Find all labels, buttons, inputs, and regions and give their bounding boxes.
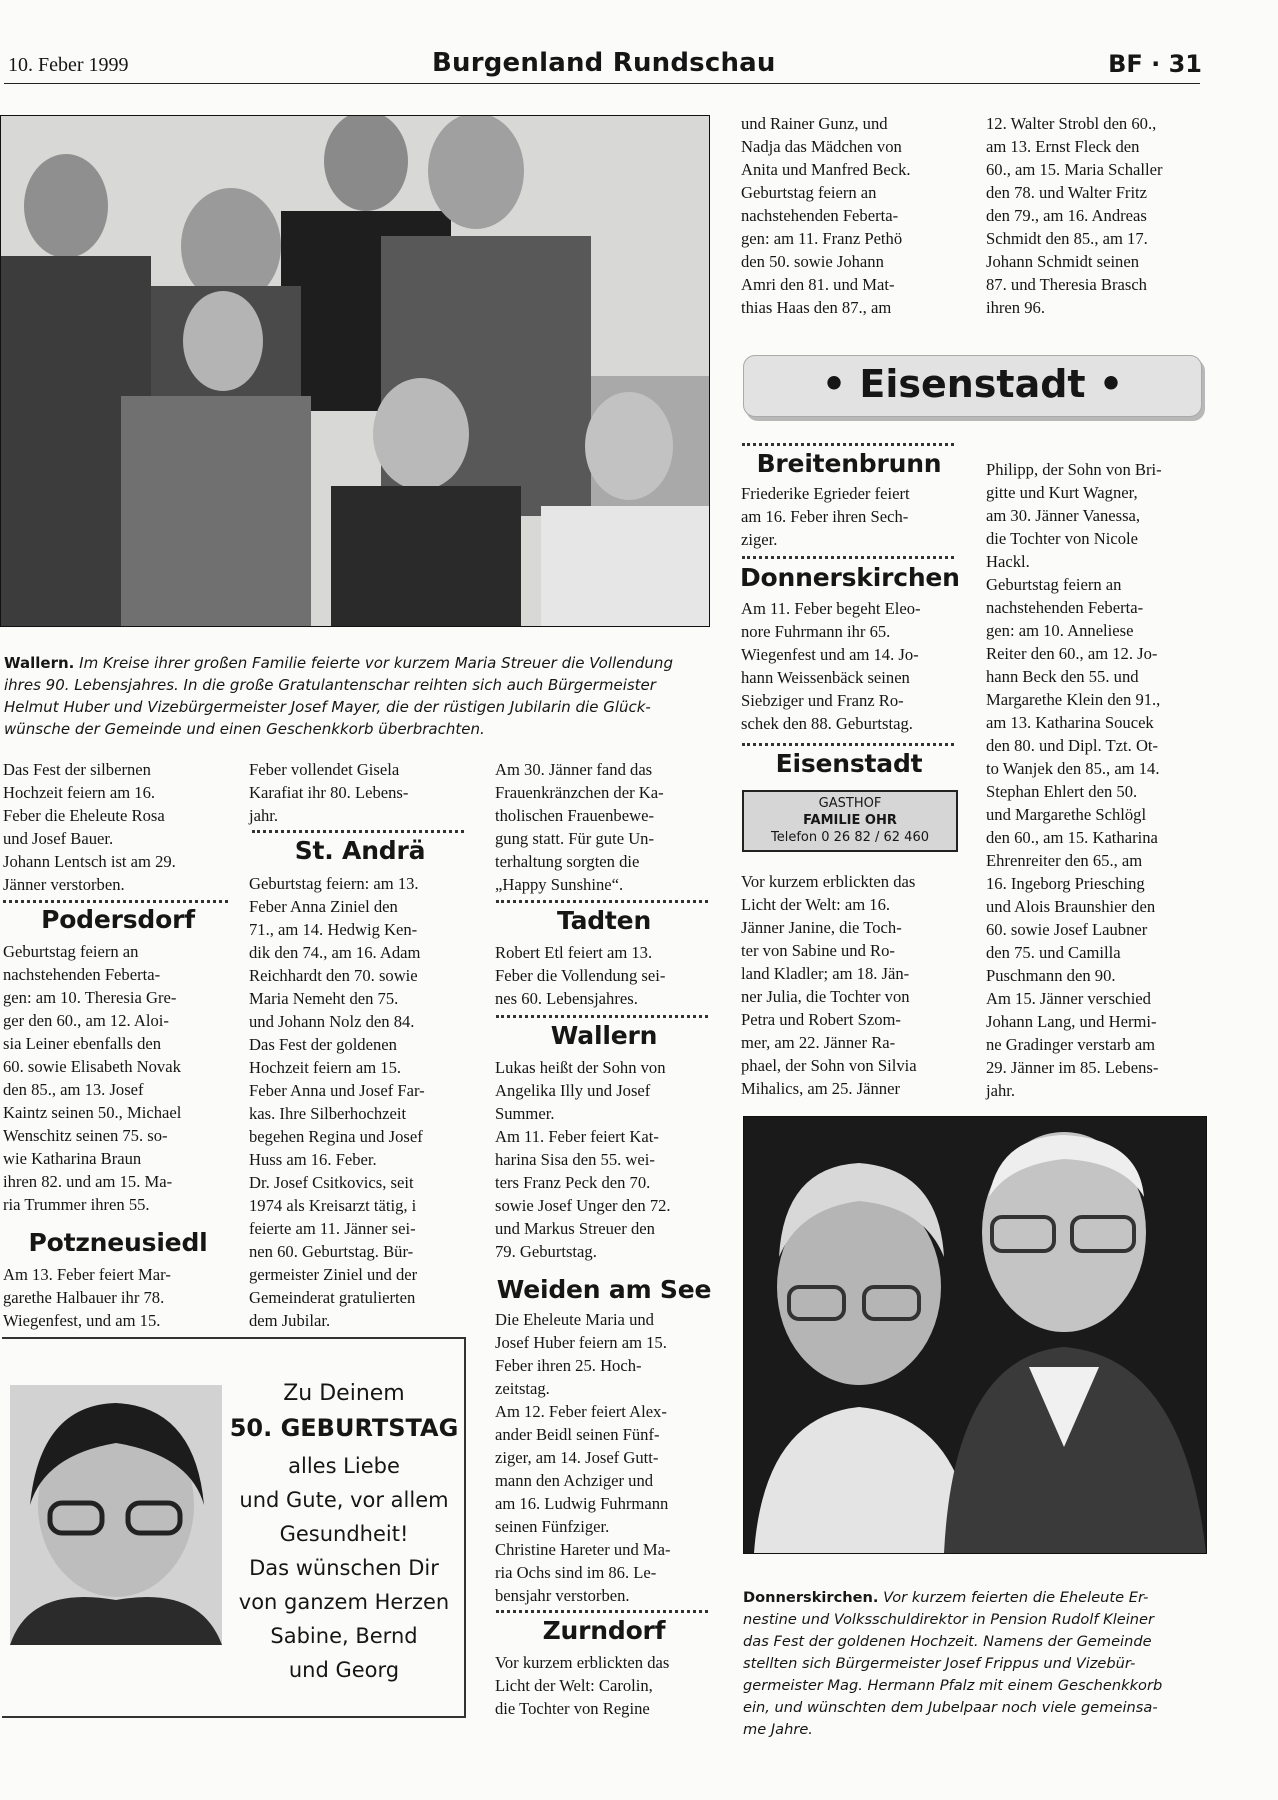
heading-wallern: Wallern	[550, 1021, 658, 1050]
header-rule	[4, 83, 1200, 84]
heading-eisenstadt: Eisenstadt	[775, 749, 923, 778]
col2-intro: Feber vollendet Gisela Karafiat ihr 80. Lebens- jahr.	[249, 760, 409, 825]
text-eisenstadt-continued: Philipp, der Sohn von Bri- gitte und Kurt Wagner, am 30. Jänner Vanessa, die Tochter von Nicole Hackl. Geburtstag feiern an nachstehenden Feberta- gen: am 10. Anneliese Reiter den 60., am 12. Jo- hann Beck den 55. und Margarethe Klein den 91., am 13. Katharina Soucek den 80. und Dipl. Tzt. Ot- to Wanjek den 85., am 14. Stephan Ehlert den 50. und Margarethe Schlögl den 60., am 15. Katharina Ehrenreiter den 65., am 16. Ingeborg Priesching und Alois Braunshier den 60. sowie Josef Laubner den 75. und Camilla Puschmann den 90. Am 15. Jänner verschied Johann Lang, und Hermi- ne Gradinger verstarb am 29. Jänner im 85. Lebens- jahr.	[986, 460, 1162, 1100]
greeting-line1: Zu Deinem	[283, 1381, 405, 1406]
region-banner-title: • Eisenstadt •	[821, 362, 1124, 406]
divider	[742, 743, 954, 746]
heading-donnerskirchen: Donnerskirchen	[740, 563, 960, 592]
newspaper-title: Burgenland Rundschau	[432, 48, 776, 78]
divider	[742, 443, 954, 446]
divider	[496, 1610, 708, 1613]
divider	[496, 900, 708, 903]
caption-wallern	[4, 630, 714, 740]
heading-breitenbrunn: Breitenbrunn	[756, 449, 942, 478]
heading-weiden-am-see: Weiden am See	[496, 1275, 712, 1304]
greeting-ad	[2, 1337, 466, 1718]
text-top-right-left: und Rainer Gunz, und Nadja das Mädchen von Anita und Manfred Beck. Geburtstag feiern an nachstehenden Feberta- gen: am 11. Franz Pethö den 50. sowie Johann Amri den 81. und Mat- thias Haas den 87., am	[741, 114, 911, 317]
region-banner	[743, 355, 1202, 417]
divider	[496, 1015, 708, 1018]
couple-photo-donnerskirchen	[743, 1116, 1207, 1554]
heading-podersdorf: Podersdorf	[41, 905, 195, 934]
divider	[252, 830, 464, 833]
gasthof-ad	[742, 790, 958, 852]
heading-potzneusiedl: Potzneusiedl	[28, 1228, 208, 1257]
page-number: BF · 31	[1108, 50, 1202, 78]
ad-line3: Telefon 0 26 82 / 62 460	[771, 830, 929, 845]
text-potzneusiedl: Am 13. Feber feiert Mar- garethe Halbauer ihr 78. Wiegenfest, und am 15.	[3, 1265, 171, 1330]
greeting-line2: 50. GEBURTSTAG	[229, 1414, 459, 1442]
heading-tadten: Tadten	[556, 906, 652, 935]
text-eisenstadt: Vor kurzem erblickten das Licht der Welt: am 16. Jänner Janine, die Toch- ter von Sabine und Ro- land Kladler; am 18. Jän- ner Julia, die Tochter von Petra und Robert Szom- mer, am 22. Jänner Ra- phael, der Sohn von Silvia Mihalics, am 25. Jänner	[741, 872, 917, 1098]
text-wallern: Lukas heißt der Sohn von Angelika Illy und Josef Summer. Am 11. Feber feiert Kat- harina Sisa den 55. wei- ters Franz Peck den 70. sowie Josef Unger den 72. und Markus Streuer den 79. Geburtstag.	[495, 1058, 671, 1261]
caption-lead: Wallern.	[4, 654, 75, 672]
caption-lead: Donnerskirchen.	[743, 1589, 879, 1606]
text-top-right-right: 12. Walter Strobl den 60., am 13. Ernst Fleck den 60., am 15. Maria Schaller den 78. und Walter Fritz den 79., am 16. Andreas Schmidt den 85., am 17. Johann Schmidt seinen 87. und Theresia Brasch ihren 96.	[986, 114, 1163, 317]
text-tadten: Robert Etl feiert am 13. Feber die Vollendung sei- nes 60. Lebensjahres.	[495, 943, 666, 1008]
portrait-photo	[10, 1385, 222, 1645]
col3-intro: Am 30. Jänner fand das Frauenkränzchen der Ka- tholischen Frauenbewe- gung statt. Für gute Un- terhaltung sorgten die „Happy Sunshine“.	[495, 760, 664, 894]
heading-zurndorf: Zurndorf	[542, 1616, 666, 1645]
col1-intro: Das Fest der silbernen Hochzeit feiern am 16. Feber die Eheleute Rosa und Josef Bauer. Johann Lentsch ist am 29. Jänner verstorben.	[3, 760, 176, 894]
issue-date: 10. Feber 1999	[8, 54, 129, 76]
ad-line2: FAMILIE OHR	[803, 813, 897, 828]
page-header	[0, 44, 1278, 88]
heading-st-andrae: St. Andrä	[294, 836, 426, 865]
family-photo-wallern	[0, 115, 710, 627]
text-weiden-am-see: Die Eheleute Maria und Josef Huber feiern am 15. Feber ihren 25. Hoch- zeitstag. Am 12. Feber feiert Alex- ander Beidl seinen Fünf- ziger, am 14. Josef Gutt- mann den Achziger und am 16. Ludwig Fuhrmann seinen Fünfziger. Christine Hareter und Ma- ria Ochs sind im 86. Le- bensjahr verstorben.	[495, 1310, 671, 1605]
text-zurndorf: Vor kurzem erblickten das Licht der Welt: Carolin, die Tochter von Regine	[495, 1653, 670, 1718]
caption-text: Vor kurzem feierten die Eheleute Er- nestine und Volksschuldirektor in Pension Rudolf Kleiner das Fest der goldenen Hochzeit. Namens der Gemeinde stellten sich Bürgermeister Josef Frippus und Vizebür- germeister Mag. Hermann Pfalz mit einem Geschenkkorb ein, und wünschten dem Jubelpaar noch viele gemeinsa- me Jahre.	[743, 1589, 1163, 1738]
greeting-message: alles Liebe und Gute, vor allem Gesundheit! Das wünschen Dir von ganzem Herzen Sabine, Bernd und Georg	[238, 1454, 450, 1682]
text-podersdorf: Geburtstag feiern an nachstehenden Feberta- gen: am 10. Theresia Gre- ger den 60., am 12. Aloi- sia Leiner ebenfalls den 60. sowie Elisabeth Novak den 85., am 13. Josef Kaintz seinen 50., Michael Wenschitz seinen 75. so- wie Katharina Braun ihren 82. und am 15. Ma- ria Trummer ihren 55.	[3, 942, 182, 1214]
caption-text: Im Kreise ihrer großen Familie feierte vor kurzem Maria Streuer die Vollendung ihres 90. Lebensjahres. In die große Gratulantenschar reihten sich auch Bürgermeister Helmut Huber und Vizebürgermeister Josef Mayer, die der rüstigen Jubilarin die Glück- wünsche der Gemeinde und einen Geschenkkorb überbrachten.	[4, 654, 673, 738]
ad-line1: GASTHOF	[818, 796, 882, 811]
caption-donnerskirchen	[743, 1565, 1213, 1741]
text-donnerskirchen: Am 11. Feber begeht Eleo- nore Fuhrmann ihr 65. Wiegenfest und am 14. Jo- hann Weissenbäck seinen Siebziger und Franz Ro- schek den 88. Geburtstag.	[741, 599, 921, 733]
divider	[742, 556, 954, 559]
text-st-andrae: Geburtstag feiern: am 13. Feber Anna Ziniel den 71., am 14. Hedwig Ken- dik den 74., am 16. Adam Reichhardt den 70. sowie Maria Nemeht den 75. und Johann Nolz den 84. Das Fest der goldenen Hochzeit feiern am 15. Feber Anna und Josef Far- kas. Ihre Silberhochzeit begehen Regina und Josef Huss am 16. Feber. Dr. Josef Csitkovics, seit 1974 als Kreisarzt tätig, i feierte am 11. Jänner sei- nen 60. Geburtstag. Bür- germeister Ziniel und der Gemeinderat gratulierten dem Jubilar.	[249, 874, 425, 1330]
text-breitenbrunn: Friederike Egrieder feiert am 16. Feber ihren Sech- ziger.	[741, 484, 910, 549]
divider	[3, 900, 228, 903]
